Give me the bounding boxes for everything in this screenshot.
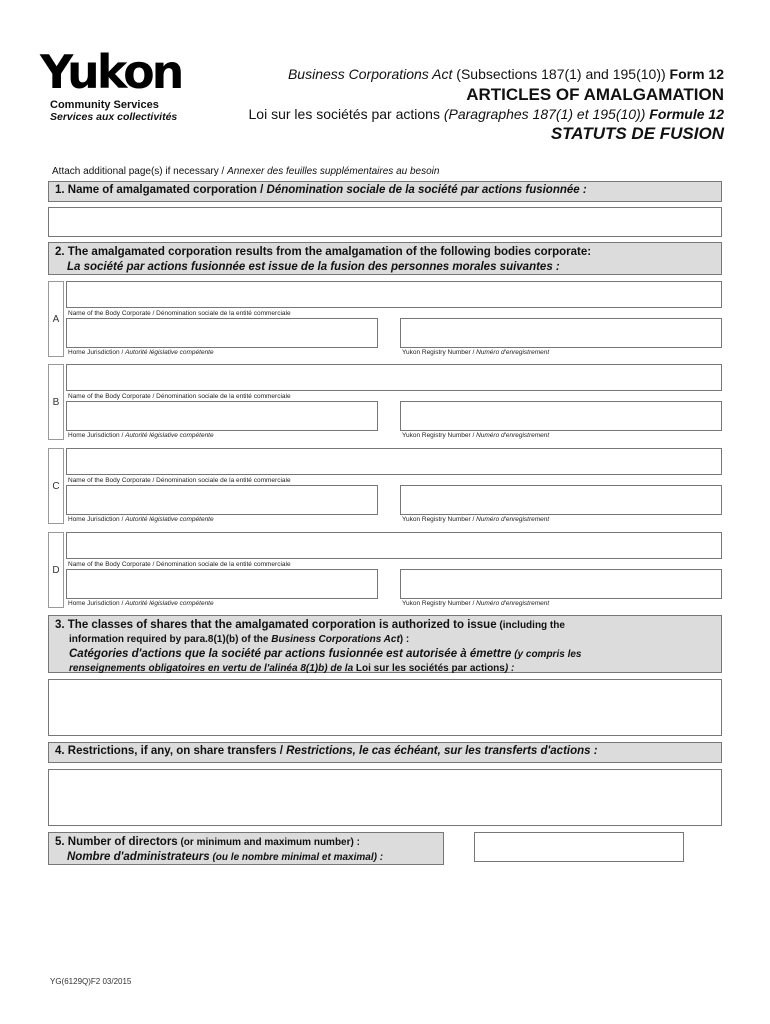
home-jurisdiction-label: Home Jurisdiction / Autorité législative compétente (68, 349, 214, 356)
registry-number-label: Yukon Registry Number / Numéro d'enregistrement (402, 432, 550, 439)
registry-number-label: Yukon Registry Number / Numéro d'enregistrement (402, 600, 550, 607)
home-jurisdiction-label: Home Jurisdiction / Autorité législative compétente (68, 600, 214, 607)
attach-note: Attach additional page(s) if necessary / Annexer des feuilles supplémentaires au besoin (52, 166, 440, 177)
registry-number-field[interactable] (400, 318, 722, 348)
section-2-header: 2. The amalgamated corporation results from the amalgamation of the following bodies corporate: La société par actions fusionnée est issue de la fusion des personnes morales suivantes : (48, 242, 722, 275)
body-letter: C (48, 448, 64, 524)
body-name-field[interactable] (66, 364, 722, 391)
act-reference-en: Business Corporations Act (Subsections 187(1) and 195(10)) Form 12 (287, 66, 724, 82)
body-letter: D (48, 532, 64, 608)
section-1-header: 1. Name of amalgamated corporation / Dénomination sociale de la société par actions fusionnée : (48, 181, 722, 202)
registry-number-label: Yukon Registry Number / Numéro d'enregistrement (402, 516, 550, 523)
yukon-logo: Yukon (40, 45, 182, 99)
logo-subtitle-fr: Services aux collectivités (50, 111, 178, 123)
body-name-field[interactable] (66, 532, 722, 559)
section-4-header: 4. Restrictions, if any, on share transfers / Restrictions, le cas échéant, sur les transferts d'actions : (48, 742, 722, 763)
registry-number-label: Yukon Registry Number / Numéro d'enregistrement (402, 349, 550, 356)
share-classes-field[interactable] (48, 679, 722, 736)
home-jurisdiction-field[interactable] (66, 401, 378, 431)
body-name-label: Name of the Body Corporate / Dénomination sociale de la entité commerciale (68, 393, 291, 400)
section-3-header: 3. The classes of shares that the amalgamated corporation is authorized to issue (including the information required by para.8(1)(b) of the Business Corporations Act) : Catégories d'actions que la société par actions fusionnée est autorisée à émettre (y compris les renseignements obligatoires en vertu de l'alinéa 8(1)b) de la Loi sur les sociétés par actions) : (48, 615, 722, 673)
body-letter: B (48, 364, 64, 440)
body-name-label: Name of the Body Corporate / Dénomination sociale de la entité commerciale (68, 310, 291, 317)
form-title-fr: STATUTS DE FUSION (550, 124, 724, 143)
body-name-field[interactable] (66, 281, 722, 308)
body-name-field[interactable] (66, 448, 722, 475)
body-name-label: Name of the Body Corporate / Dénomination sociale de la entité commerciale (68, 561, 291, 568)
logo-subtitle-en: Community Services (50, 99, 159, 111)
body-name-label: Name of the Body Corporate / Dénomination sociale de la entité commerciale (68, 477, 291, 484)
registry-number-field[interactable] (400, 485, 722, 515)
home-jurisdiction-field[interactable] (66, 318, 378, 348)
amalgamated-name-field[interactable] (48, 207, 722, 237)
act-reference-fr: Loi sur les sociétés par actions (Paragraphes 187(1) et 195(10)) Formule 12 (248, 106, 724, 122)
section-5-header: 5. Number of directors (or minimum and maximum number) : Nombre d'administrateurs (ou le nombre minimal et maximal) : (48, 832, 444, 865)
home-jurisdiction-field[interactable] (66, 569, 378, 599)
form-title-en: ARTICLES OF AMALGAMATION (466, 85, 724, 104)
form-code: YG(6129Q)F2 03/2015 (50, 977, 132, 986)
number-of-directors-field[interactable] (474, 832, 684, 862)
share-transfer-restrictions-field[interactable] (48, 769, 722, 826)
home-jurisdiction-label: Home Jurisdiction / Autorité législative compétente (68, 432, 214, 439)
home-jurisdiction-label: Home Jurisdiction / Autorité législative compétente (68, 516, 214, 523)
body-letter: A (48, 281, 64, 357)
registry-number-field[interactable] (400, 401, 722, 431)
registry-number-field[interactable] (400, 569, 722, 599)
home-jurisdiction-field[interactable] (66, 485, 378, 515)
